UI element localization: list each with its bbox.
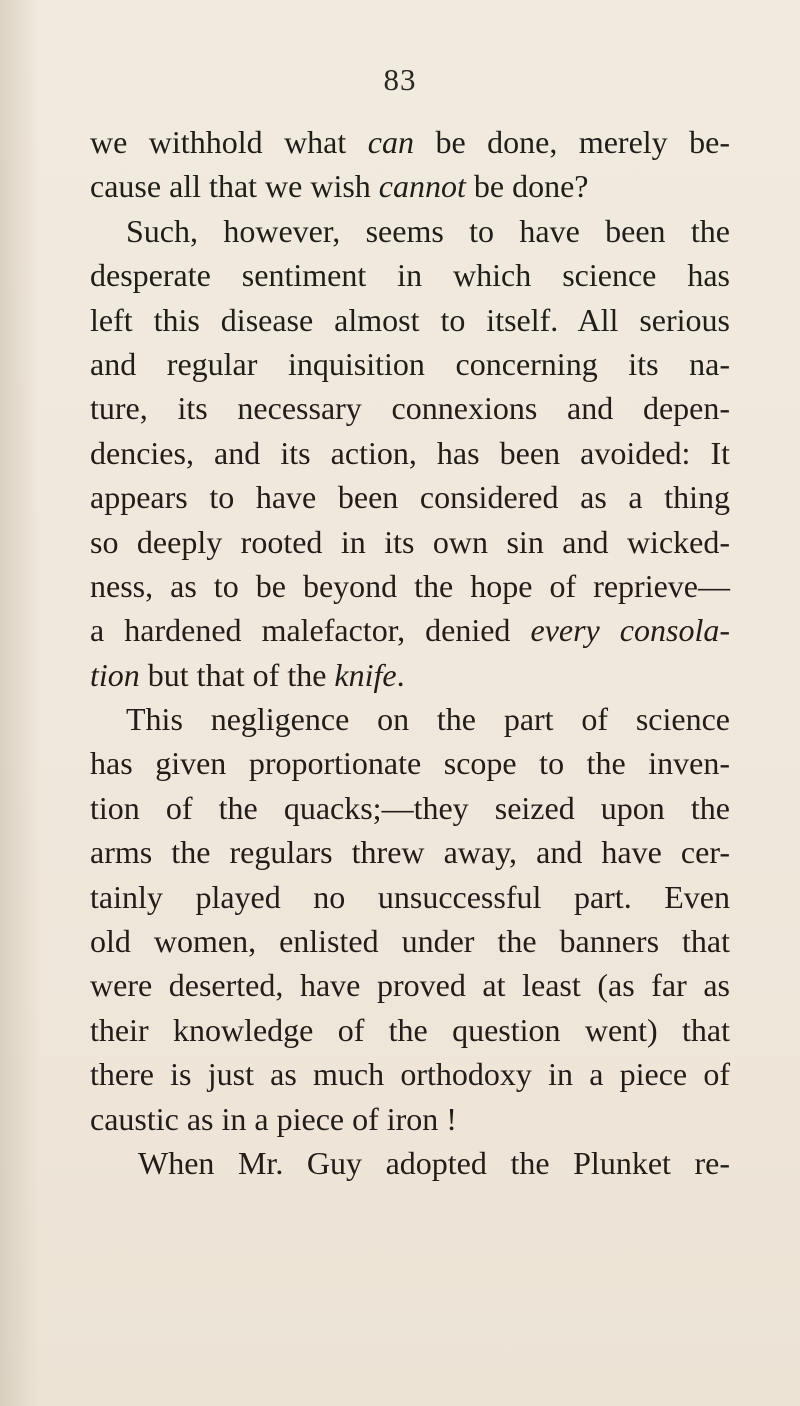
text-line-20: were deserted, have proved at least (as far as — [90, 967, 730, 1004]
text-line-9: appears to have been considered as a thing — [90, 479, 730, 516]
text-line-22: there is just as much orthodoxy in a piece of — [90, 1056, 730, 1093]
text-line-10: so deeply rooted in its own sin and wicked- — [90, 523, 730, 560]
text-line-4: desperate sentiment in which science has — [90, 257, 730, 294]
text-line-6: and regular inquisition concerning its na- — [90, 345, 730, 382]
text-line-23: caustic as in a piece of iron ! — [90, 1100, 457, 1137]
text-line-11: ness, as to be beyond the hope of reprieve— — [90, 567, 730, 604]
page-number: 83 — [383, 62, 417, 97]
text-line-13: tion but that of the knife. — [90, 656, 405, 693]
text-line-2: cause all that we wish cannot be done? — [90, 168, 589, 205]
text-line-7: ture, its necessary connexions and depen- — [90, 390, 730, 427]
text-line-17: arms the regulars threw away, and have cer- — [90, 834, 730, 871]
text-line-21: their knowledge of the question went) that — [90, 1011, 730, 1048]
text-line-19: old women, enlisted under the banners that — [90, 923, 730, 960]
text-line-16: tion of the quacks;—they seized upon the — [90, 789, 730, 826]
text-line-3: Such, however, seems to have been the — [126, 212, 730, 249]
text-line-5: left this disease almost to itself. All serious — [90, 301, 730, 338]
text-line-8: dencies, and its action, has been avoided: It — [90, 434, 730, 471]
text-line-15: has given proportionate scope to the inven- — [90, 745, 730, 782]
body-text — [90, 120, 730, 1185]
text-line-12: a hardened malefactor, denied every consola- — [90, 612, 731, 649]
text-line-24: When Mr. Guy adopted the Plunket re- — [138, 1144, 730, 1181]
text-line-18: tainly played no unsuccessful part. Even — [90, 878, 730, 915]
text-line-14: This negligence on the part of science — [126, 701, 730, 738]
text-line-1: we withhold what can be done, merely be- — [90, 124, 730, 160]
